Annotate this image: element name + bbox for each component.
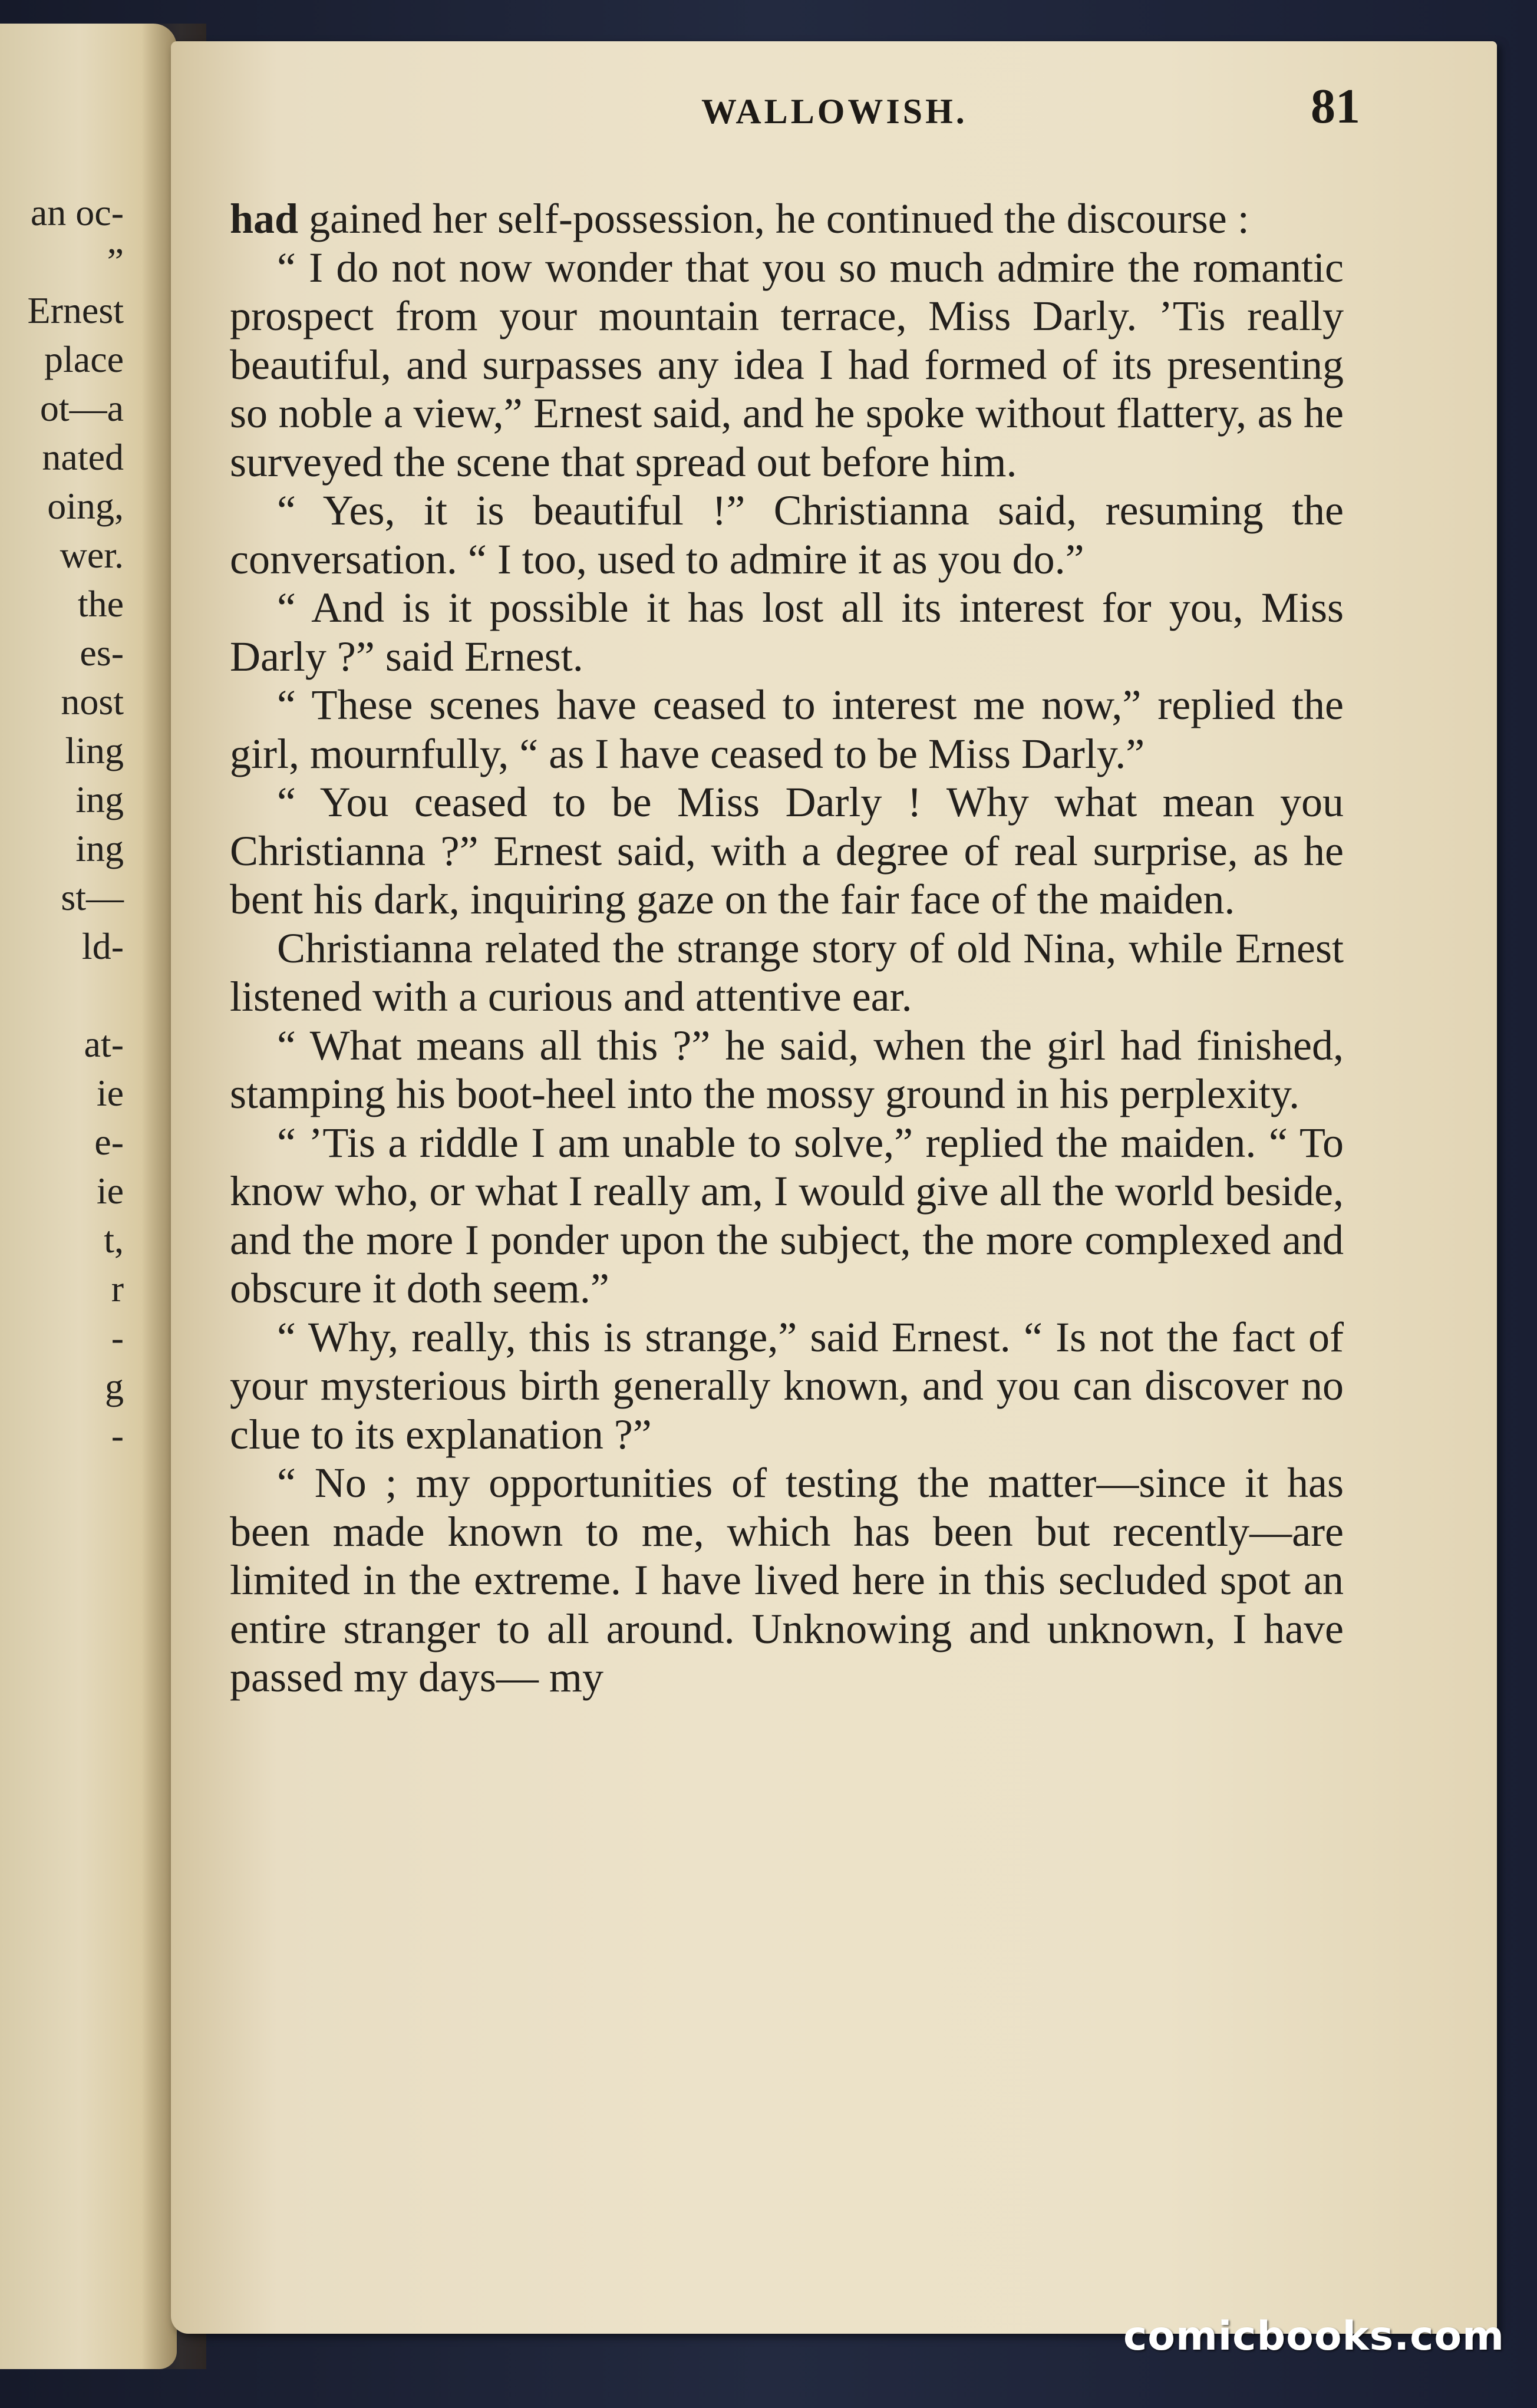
previous-page-text-fragment: oing, — [47, 485, 124, 527]
page-header — [230, 79, 1537, 153]
body-text — [230, 194, 1344, 1702]
previous-page-text-fragment: ing — [75, 779, 124, 820]
previous-page-text-fragment: ot—a — [39, 387, 124, 429]
paragraph-text: gained her self-possession, he continued the discourse : — [298, 195, 1249, 242]
paragraph: “ I do not now wonder that you so much admire the romantic prospect from your mountain terrace, Miss Darly. ’Tis really beautiful, and surpasses any idea I had formed of its presenting so noble a view,” Ernest said, and he spoke without flattery, as he surveyed the scene that spread out before him. — [230, 243, 1344, 486]
previous-page-text-fragment: es- — [80, 632, 124, 674]
previous-page-text-fragment: the — [77, 583, 124, 625]
previous-page-text-fragment: an oc- — [30, 192, 124, 233]
previous-page-text-fragment: - — [111, 1414, 124, 1456]
paragraph: “ And is it possible it has lost all its interest for you, Miss Darly ?” said Ernest. — [230, 584, 1344, 680]
paragraph: “ Why, really, this is strange,” said Ernest. “ Is not the fact of your mysterious birth generally known, and you can discover no clue to its explanation ?” — [230, 1313, 1344, 1458]
previous-page-text-fragment: wer. — [60, 534, 124, 576]
previous-page-text-fragment: - — [111, 1317, 124, 1358]
paragraph — [230, 194, 1344, 243]
previous-page-text-fragment: ie — [96, 1170, 124, 1212]
watermark: comicbooks.com — [1123, 2313, 1505, 2360]
previous-page-text-fragment: t, — [104, 1219, 124, 1261]
previous-page-text-fragment: ing — [75, 827, 124, 869]
paragraph: “ Yes, it is beautiful !” Christianna said, resuming the conversation. “ I too, used to admire it as you do.” — [230, 487, 1344, 583]
previous-page-text-fragment: ” — [107, 240, 124, 282]
previous-page-text-fragment: ling — [65, 730, 124, 771]
previous-page-text-fragment: g — [105, 1365, 124, 1407]
paragraph: “ You ceased to be Miss Darly ! Why what mean you Christianna ?” Ernest said, with a degree of real surprise, as he bent his dark, inquiring gaze on the fair face of the maiden. — [230, 779, 1344, 923]
paragraph: “ What means all this ?” he said, when the girl had finished, stamping his boot-heel into the mossy ground in his perplexity. — [230, 1021, 1344, 1117]
running-head: WALLOWISH. — [701, 92, 968, 131]
paragraph-lead-word: had — [230, 195, 299, 242]
previous-page-text-fragment: nost — [61, 681, 124, 723]
paragraph: “ ’Tis a riddle I am unable to solve,” replied the maiden. “ To know who, or what I really am, I would give all the world beside, and the more I ponder upon the subject, the more complexed and obscure it doth seem.” — [230, 1119, 1344, 1312]
previous-page-text-fragment: Ernest — [27, 289, 124, 331]
previous-page-text-fragment: at- — [84, 1023, 124, 1065]
previous-page-text-fragment: nated — [42, 436, 124, 478]
previous-page-text-fragment: ld- — [81, 925, 124, 967]
paragraph: “ No ; my opportunities of testing the matter—since it has been made known to me, which has been but recently—are limited in the extreme. I have lived here in this secluded spot an entire stranger to all around. Unknowing and unknown, I have passed my days— my — [230, 1459, 1344, 1701]
page-number: 81 — [1311, 79, 1360, 134]
paragraph: Christianna related the strange story of old Nina, while Ernest listened with a curious and attentive ear. — [230, 924, 1344, 1020]
previous-page-text-fragment: place — [44, 338, 124, 380]
previous-page-text-fragment: st— — [61, 876, 124, 918]
previous-page-text-fragment: e- — [94, 1121, 124, 1163]
previous-page-text-fragment: r — [111, 1268, 124, 1309]
previous-page-text-fragment: ie — [96, 1072, 124, 1114]
paragraph: “ These scenes have ceased to interest me now,” replied the girl, mournfully, “ as I have ceased to be Miss Darly.” — [230, 681, 1344, 777]
